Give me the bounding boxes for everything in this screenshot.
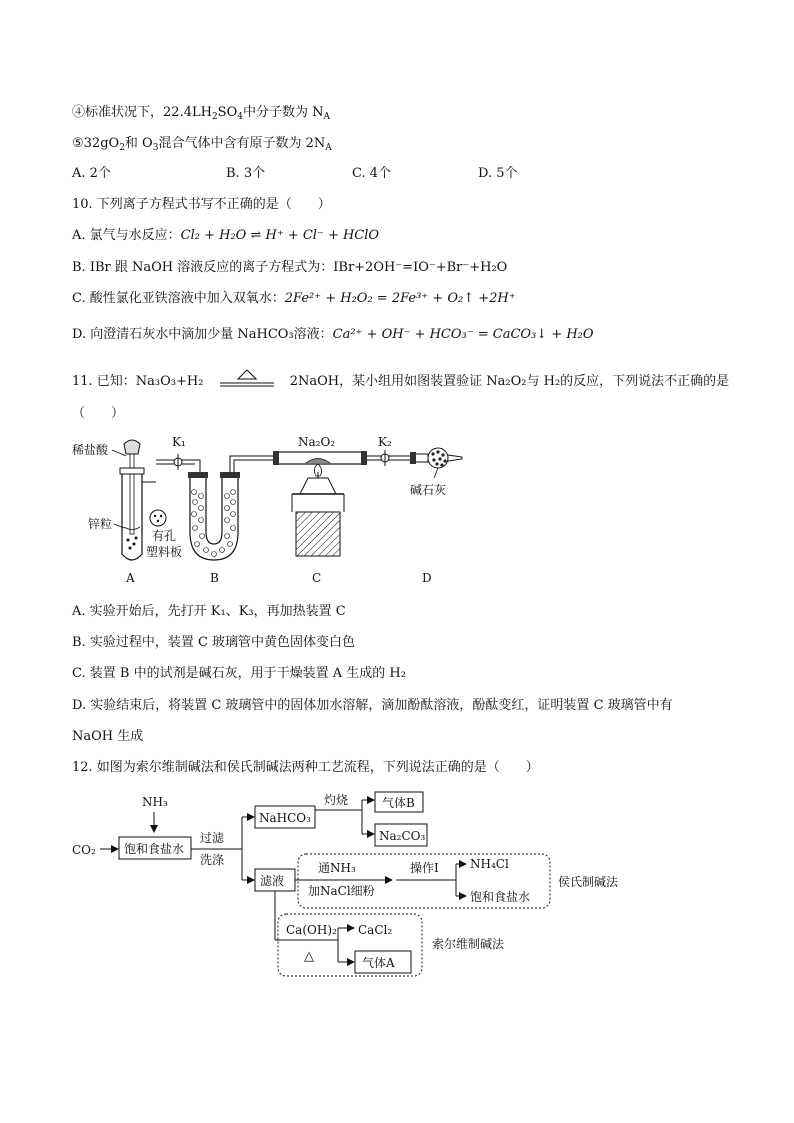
brine2-label: 饱和食盐水 bbox=[470, 890, 531, 904]
q9-option-d[interactable]: D. 5个 bbox=[478, 166, 518, 181]
na2o2-label: Na₂O₂ bbox=[298, 435, 336, 449]
label-a: A bbox=[126, 571, 135, 585]
q11-blank: （ ） bbox=[72, 406, 125, 421]
brine-label: 饱和食盐水 bbox=[124, 842, 185, 856]
burn-label: 灼烧 bbox=[324, 793, 349, 807]
apparatus-figure bbox=[60, 432, 480, 592]
q10-option-c[interactable]: C. 酸性氯化亚铁溶液中加入双氧水：2Fe²⁺ + H₂O₂ = 2Fe³⁺ + O₂↑ +2H⁺ bbox=[72, 291, 516, 306]
add-nacl-label: 加NaCl细粉 bbox=[308, 884, 375, 898]
label-c: C bbox=[312, 571, 322, 585]
hou-label: 侯氏制碱法 bbox=[558, 875, 619, 889]
co2-label: CO₂ bbox=[72, 843, 96, 857]
na2co3-label: Na₂CO₃ bbox=[379, 829, 426, 843]
q11-option-d[interactable]: D. 实验结束后，将装置 C 玻璃管中的固体加水溶解，滴加酚酞溶液，酚酞变红，证明装置 C 玻璃管中有 bbox=[72, 698, 673, 713]
equation: Ca²⁺ + OH⁻ + HCO₃⁻ = CaCO₃↓ + H₂O bbox=[332, 327, 594, 342]
statement-marker: ④ bbox=[72, 105, 86, 120]
k1-label: K₁ bbox=[172, 435, 186, 449]
nahco3-label: NaHCO₃ bbox=[259, 811, 311, 825]
process-flowchart bbox=[66, 790, 619, 986]
solvay-label: 索尔维制碱法 bbox=[432, 937, 505, 951]
heat-condition-icon bbox=[216, 369, 278, 389]
device-a bbox=[72, 440, 182, 585]
q12-stem: 12. 如图为索尔维制碱法和侯氏制碱法两种工艺流程，下列说法正确的是（ ） bbox=[72, 760, 539, 775]
q11-option-d-cont: NaOH 生成 bbox=[72, 729, 144, 744]
op1-label: 操作Ⅰ bbox=[410, 861, 439, 875]
zn-label: 锌粒 bbox=[88, 517, 113, 531]
device-d bbox=[367, 435, 462, 585]
q9-option-a[interactable]: A. 2个 bbox=[72, 166, 111, 181]
nh3-label: NH₃ bbox=[142, 795, 168, 809]
q10-option-a[interactable]: A. 氯气与水反应：Cl₂ + H₂O ⇌ H⁺ + Cl⁻ + HClO bbox=[72, 228, 380, 243]
q11-option-b[interactable]: B. 实验过程中，装置 C 玻璃管中黄色固体变白色 bbox=[72, 635, 356, 650]
valve-k1 bbox=[156, 435, 200, 476]
gas-a-label: 气体A bbox=[362, 956, 395, 970]
device-c bbox=[273, 435, 367, 585]
label-b: B bbox=[210, 571, 219, 585]
q10-option-b[interactable]: B. IBr 跟 NaOH 溶液反应的离子方程式为：IBr+2OH⁻=IO⁻+Br⁻+H₂O bbox=[72, 260, 508, 275]
statement-5: $⑤32gO_2$和 $O_3$混合气体中含有原子数为 $2N_A$ bbox=[72, 136, 332, 153]
equation: Cl₂ + H₂O ⇌ H⁺ + Cl⁻ + HClO bbox=[180, 228, 380, 243]
pass-nh3-label: 通NH₃ bbox=[318, 861, 356, 875]
q9-option-b[interactable]: B. 3个 bbox=[226, 166, 266, 181]
q11-option-c[interactable]: C. 装置 B 中的试剂是碱石灰，用于干燥装置 A 生成的 H₂ bbox=[72, 666, 406, 681]
statement-marker: ⑤ bbox=[72, 136, 84, 151]
gas-b-label: 气体B bbox=[382, 796, 415, 810]
lime-label: 碱石灰 bbox=[410, 483, 447, 497]
equation: IBr+2OH⁻=IO⁻+Br⁻+H₂O bbox=[333, 260, 508, 275]
q9-option-c[interactable]: C. 4个 bbox=[352, 166, 392, 181]
equation: 2Fe²⁺ + H₂O₂ = 2Fe³⁺ + O₂↑ +2H⁺ bbox=[284, 291, 516, 306]
q11-option-a[interactable]: A. 实验开始后，先打开 K₁、K₃，再加热装置 C bbox=[72, 604, 346, 619]
plate-label-1: 有孔 bbox=[152, 529, 177, 543]
hcl-label: 稀盐酸 bbox=[72, 443, 109, 457]
heat-symbol: △ bbox=[304, 949, 314, 964]
q10-option-d[interactable]: D. 向澄清石灰水中滴加少量 NaHCO₃溶液：Ca²⁺ + OH⁻ + HCO₃⁻ = CaCO₃↓ + H₂O bbox=[72, 327, 594, 342]
q10-stem: 10. 下列离子方程式书写不正确的是（ ） bbox=[72, 197, 331, 212]
k2-label: K₂ bbox=[378, 435, 392, 449]
statement-4: ④标准状况下，$22.4LH_2SO_4$中分子数为 $N_A$ bbox=[72, 105, 330, 122]
device-b bbox=[188, 456, 275, 585]
wash-label: 洗涤 bbox=[200, 853, 225, 867]
nh4cl-label: NH₄Cl bbox=[470, 857, 509, 871]
cacl2-label: CaCl₂ bbox=[358, 923, 393, 937]
filtrate-label: 滤液 bbox=[260, 874, 285, 888]
label-d: D bbox=[422, 571, 432, 585]
q11-stem: 11. 已知：Na₃O₃+H₂ 2NaOH，某小组用如图装置验证 Na₂O₂与 H₂的反应，下列说法不正确的是 bbox=[72, 369, 729, 391]
filter-label: 过滤 bbox=[200, 831, 225, 845]
plate-label-2: 塑料板 bbox=[146, 545, 183, 559]
caoh2-label: Ca(OH)₂ bbox=[286, 923, 337, 937]
